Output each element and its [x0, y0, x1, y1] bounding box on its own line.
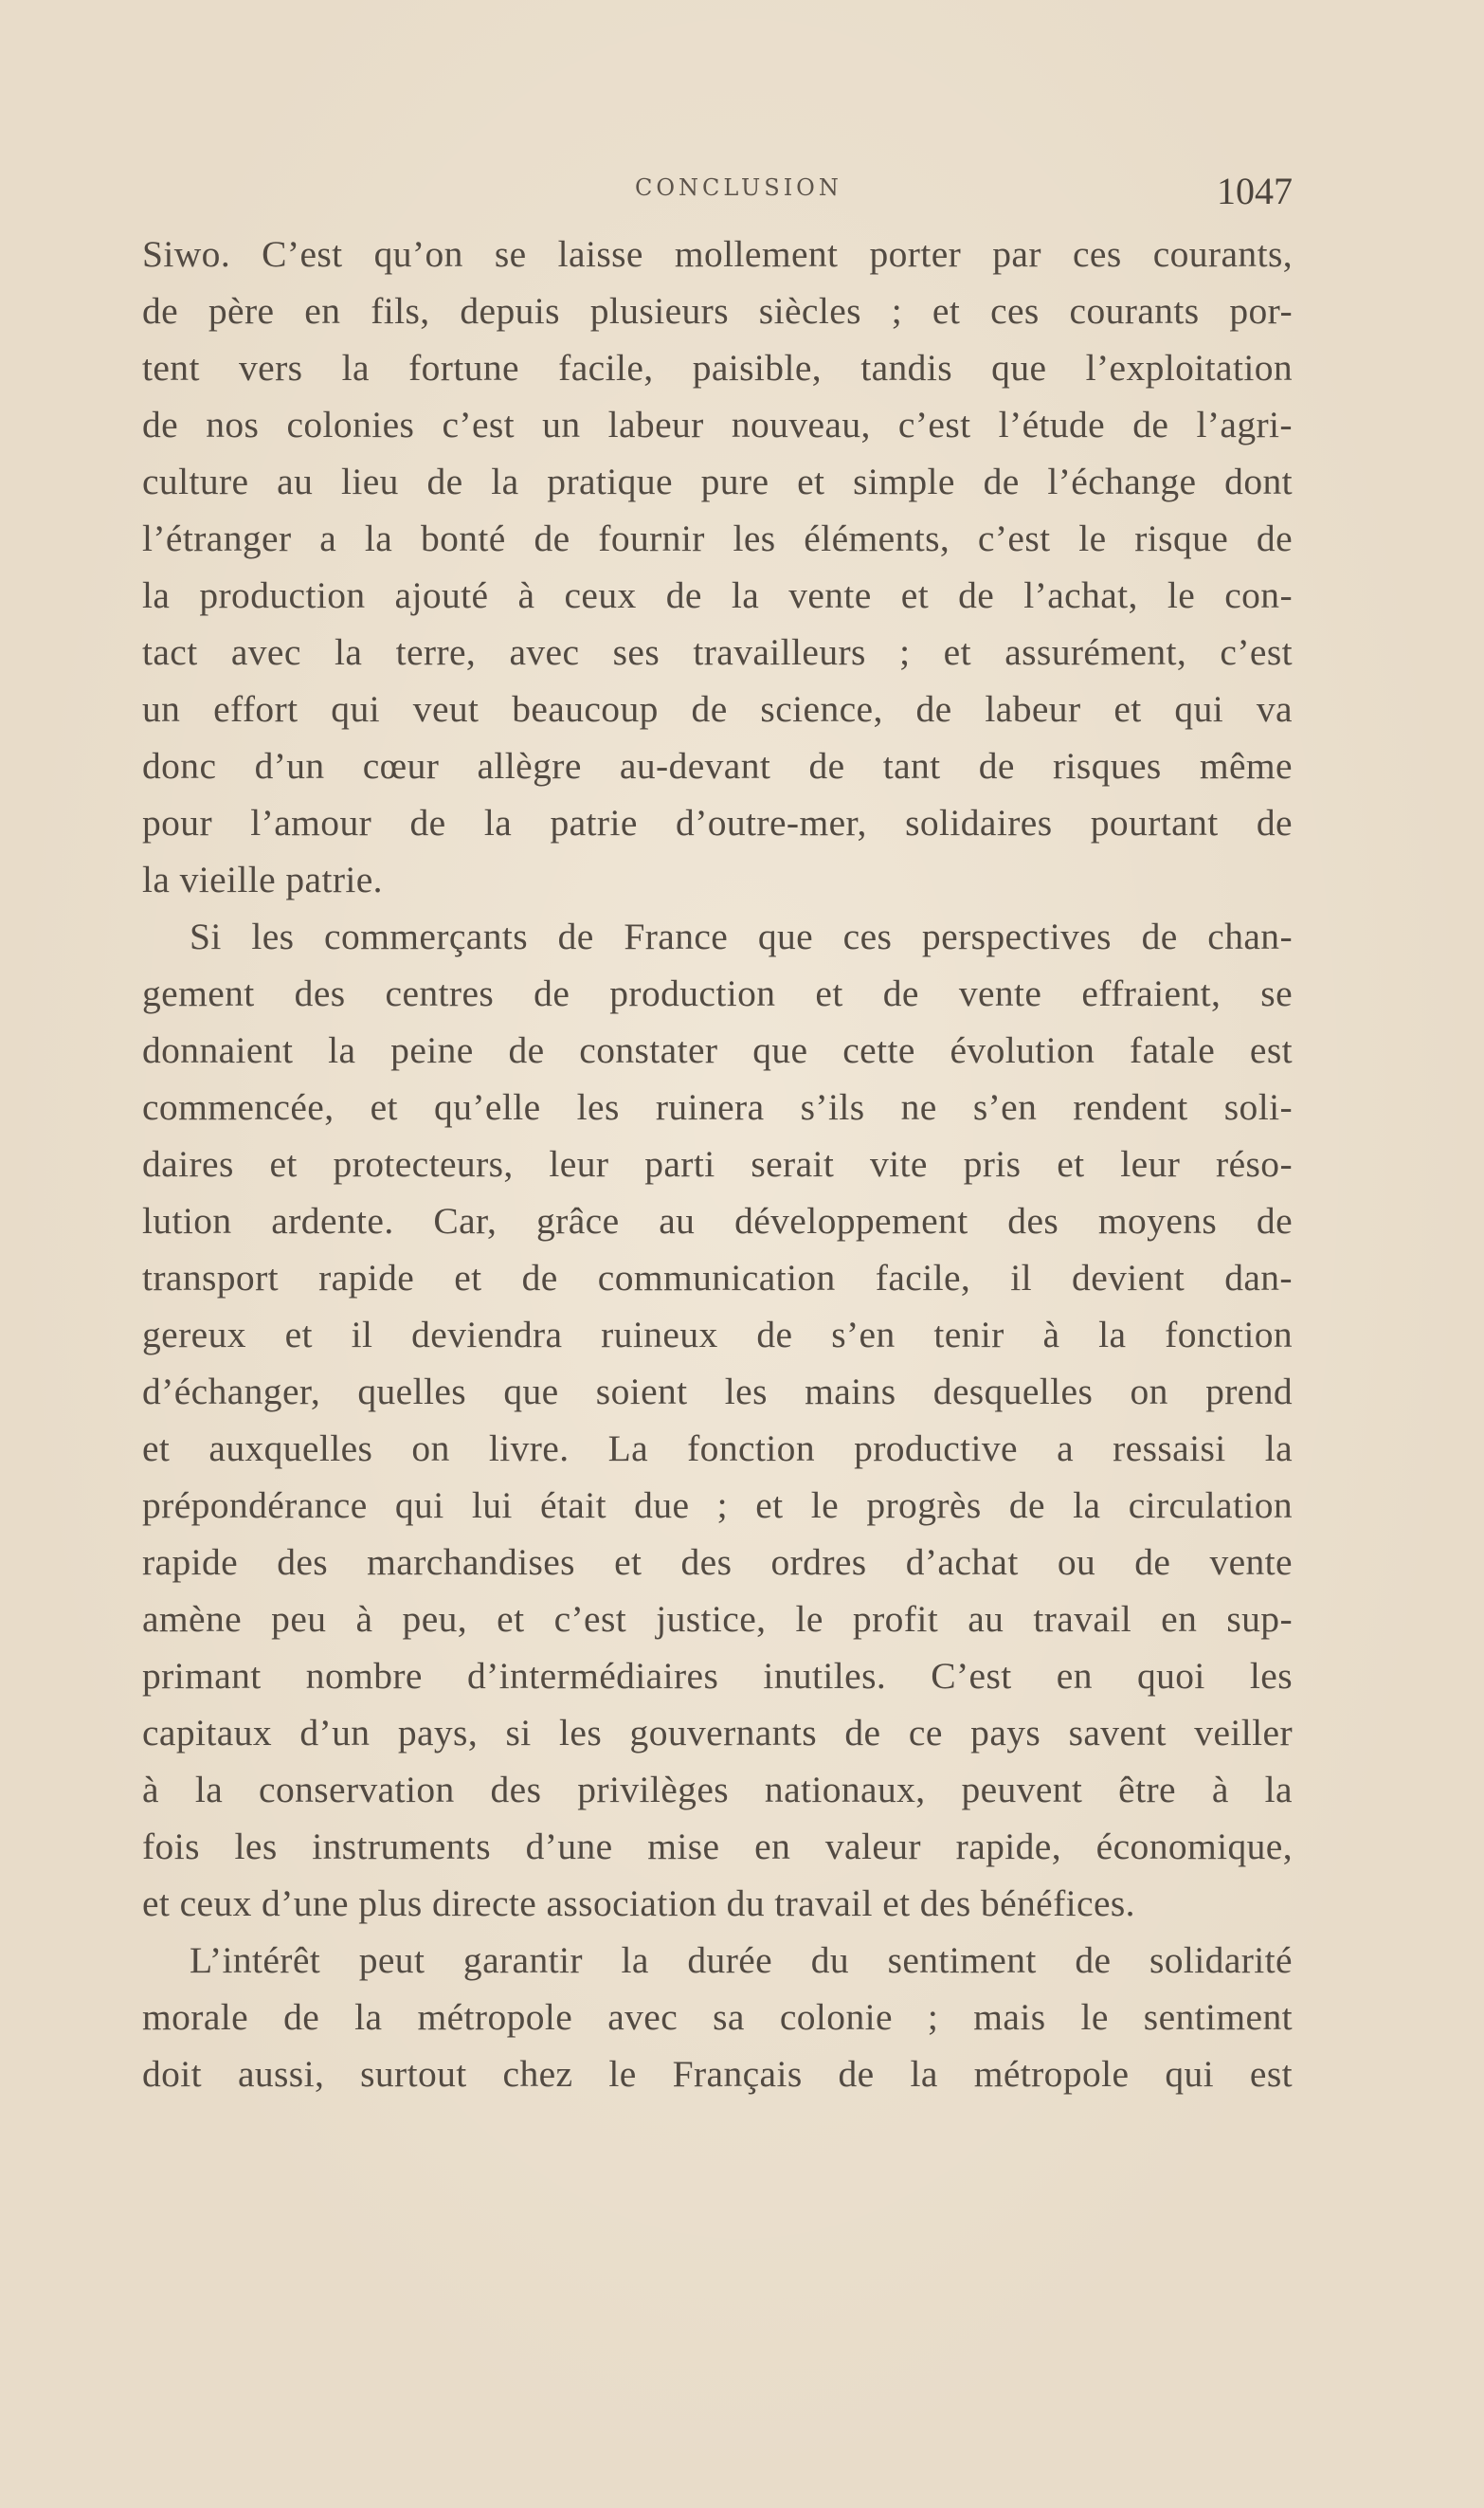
text-line: et ceux d’une plus directe association du travail et des bénéfices.	[142, 1882, 1135, 1924]
text-line: l’étranger a la bonté de fournir les éléments, c’est le risque de	[142, 518, 1293, 559]
text-line: culture au lieu de la pratique pure et simple de l’échange dont	[142, 461, 1293, 502]
paragraph-3	[142, 1932, 1293, 2102]
paragraph-1	[142, 226, 1293, 908]
text-line: Si les commerçants de France que ces perspectives de chan-	[190, 916, 1293, 957]
text-line: un effort qui veut beaucoup de science, de labeur et qui va	[142, 688, 1293, 730]
text-line: Siwo. C’est qu’on se laisse mollement porter par ces courants,	[142, 233, 1293, 275]
text-line: tent vers la fortune facile, paisible, tandis que l’exploitation	[142, 347, 1293, 389]
text-line: gement des centres de production et de vente effraient, se	[142, 972, 1293, 1014]
text-line: daires et protecteurs, leur parti serait vite pris et leur réso-	[142, 1143, 1293, 1185]
text-line: de nos colonies c’est un labeur nouveau, c’est l’étude de l’agri-	[142, 404, 1293, 445]
body-text	[142, 226, 1293, 2102]
text-line: de père en fils, depuis plusieurs siècles ; et ces courants por-	[142, 290, 1293, 332]
text-line: fois les instruments d’une mise en valeur rapide, économique,	[142, 1826, 1293, 1867]
text-line: et auxquelles on livre. La fonction productive a ressaisi la	[142, 1427, 1293, 1469]
text-line: capitaux d’un pays, si les gouvernants de ce pays savent veiller	[142, 1712, 1293, 1754]
text-line: donnaient la peine de constater que cette évolution fatale est	[142, 1029, 1293, 1071]
text-line: morale de la métropole avec sa colonie ; mais le sentiment	[142, 1996, 1293, 2038]
text-line: commencée, et qu’elle les ruinera s’ils ne s’en rendent soli-	[142, 1086, 1293, 1128]
text-line: transport rapide et de communication facile, il devient dan-	[142, 1257, 1293, 1299]
text-line: tact avec la terre, avec ses travailleurs ; et assurément, c’est	[142, 631, 1293, 673]
running-head: CONCLUSION	[635, 174, 842, 201]
text-line: pour l’amour de la patrie d’outre-mer, solidaires pourtant de	[142, 802, 1293, 844]
page-number: 1047	[1217, 170, 1293, 212]
text-line: L’intérêt peut garantir la durée du sentiment de solidarité	[190, 1939, 1293, 1981]
text-line: d’échanger, quelles que soient les mains desquelles on prend	[142, 1371, 1293, 1412]
text-line: rapide des marchandises et des ordres d’achat ou de vente	[142, 1541, 1293, 1583]
text-line: doit aussi, surtout chez le Français de la métropole qui est	[142, 2053, 1293, 2095]
text-line: la vieille patrie.	[142, 859, 383, 900]
text-line: la production ajouté à ceux de la vente et de l’achat, le con-	[142, 574, 1293, 616]
text-line: gereux et il deviendra ruineux de s’en tenir à la fonction	[142, 1314, 1293, 1355]
page-header	[142, 169, 1293, 216]
text-line: primant nombre d’intermédiaires inutiles. C’est en quoi les	[142, 1655, 1293, 1697]
text-line: à la conservation des privilèges nationaux, peuvent être à la	[142, 1769, 1293, 1810]
text-line: prépondérance qui lui était due ; et le progrès de la circulation	[142, 1484, 1293, 1526]
text-line: lution ardente. Car, grâce au développement des moyens de	[142, 1200, 1293, 1242]
paragraph-2	[142, 908, 1293, 1932]
text-line: amène peu à peu, et c’est justice, le profit au travail en sup-	[142, 1598, 1293, 1640]
text-line: donc d’un cœur allègre au-devant de tant de risques même	[142, 745, 1293, 787]
